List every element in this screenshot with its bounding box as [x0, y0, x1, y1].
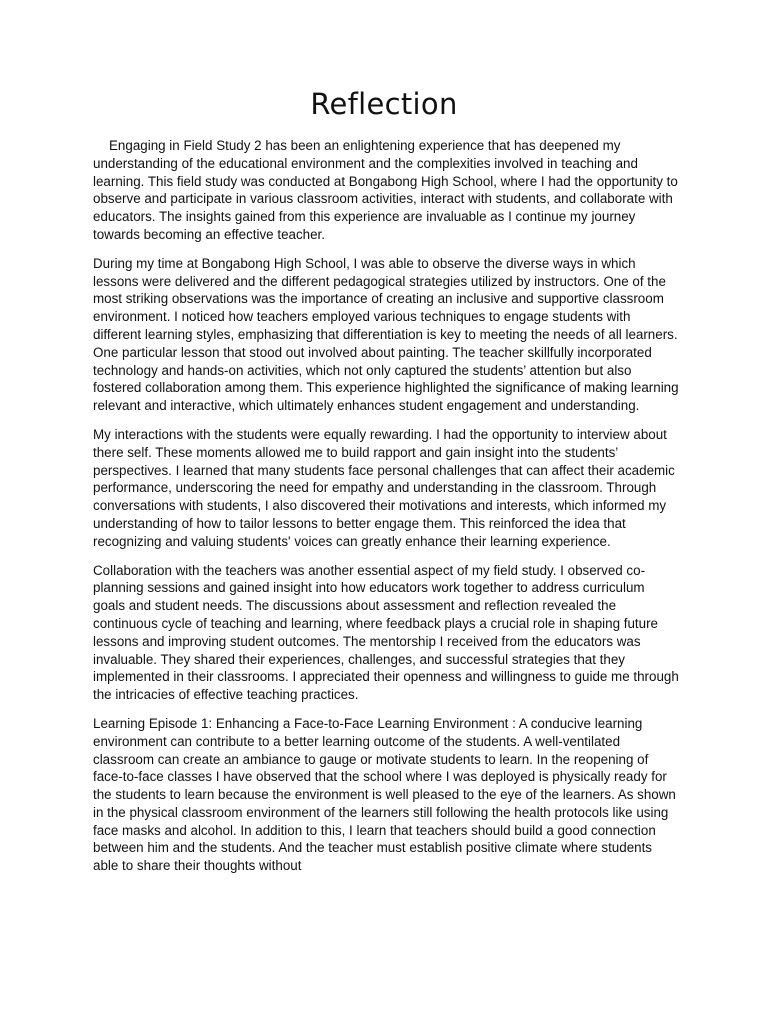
paragraph-learning-episode-1: Learning Episode 1: Enhancing a Face-to-Face Learning Environment : A conducive learning environment can contribute to a better learning outcome of the students. A well-ventilated classroom can create an ambiance to gauge or motivate students to learn. In the reopening of face-to-face classes I have observed that the school where I was deployed is physically ready for the students to learn because the environment is well pleased to the eye of the learners. As shown in the physical classroom environment of the learners still following the health protocols like using face masks and alcohol. In addition to this, I learn that teachers should build a good connection between him and the students. And the teacher must establish positive climate where students able to share their thoughts without — [93, 715, 676, 874]
paragraph-teacher-collaboration: Collaboration with the teachers was another essential aspect of my field study. I observed co-planning sessions and gained insight into how educators work together to address curriculum goals and student needs. The discussions about assessment and reflection revealed the continuous cycle of teaching and learning, where feedback plays a crucial role in shaping future lessons and improving student outcomes. The mentorship I received from the educators was invaluable. They shared their experiences, challenges, and successful strategies that they implemented in their classrooms. I appreciated their openness and willingness to guide me through the intricacies of effective teaching practices. — [93, 562, 679, 703]
document-body — [93, 137, 679, 886]
page-title: Reflection — [310, 87, 458, 121]
paragraph-student-interactions: My interactions with the students were equally rewarding. I had the opportunity to interview about there self. These moments allowed me to build rapport and gain insight into the students’ perspectives. I learned that many students face personal challenges that can affect their academic performance, underscoring the need for empathy and understanding in the classroom. Through conversations with students, I also discovered their motivations and interests, which informed my understanding of how to tailor lessons to better engage them. This reinforced the idea that recognizing and valuing students' voices can greatly enhance their learning experience. — [93, 426, 675, 549]
paragraph-intro: Engaging in Field Study 2 has been an enlightening experience that has deepened my understanding of the educational environment and the complexities involved in teaching and learning. This field study was conducted at Bongabong High School, where I had the opportunity to observe and participate in various classroom activities, interact with students, and collaborate with educators. The insights gained from this experience are invaluable as I continue my journey towards becoming an effective teacher. — [93, 138, 678, 242]
paragraph-observations: During my time at Bongabong High School, I was able to observe the diverse ways in which lessons were delivered and the different pedagogical strategies utilized by instructors. One of the most striking observations was the importance of creating an inclusive and supportive classroom environment. I noticed how teachers employed various techniques to engage students with different learning styles, emphasizing that differentiation is key to meeting the needs of all learners. One particular lesson that stood out involved about painting. The teacher skillfully incorporated technology and hands-on activities, which not only captured the students’ attention but also fostered collaboration among them. This experience highlighted the significance of making learning relevant and interactive, which ultimately enhances student engagement and understanding. — [93, 255, 679, 414]
